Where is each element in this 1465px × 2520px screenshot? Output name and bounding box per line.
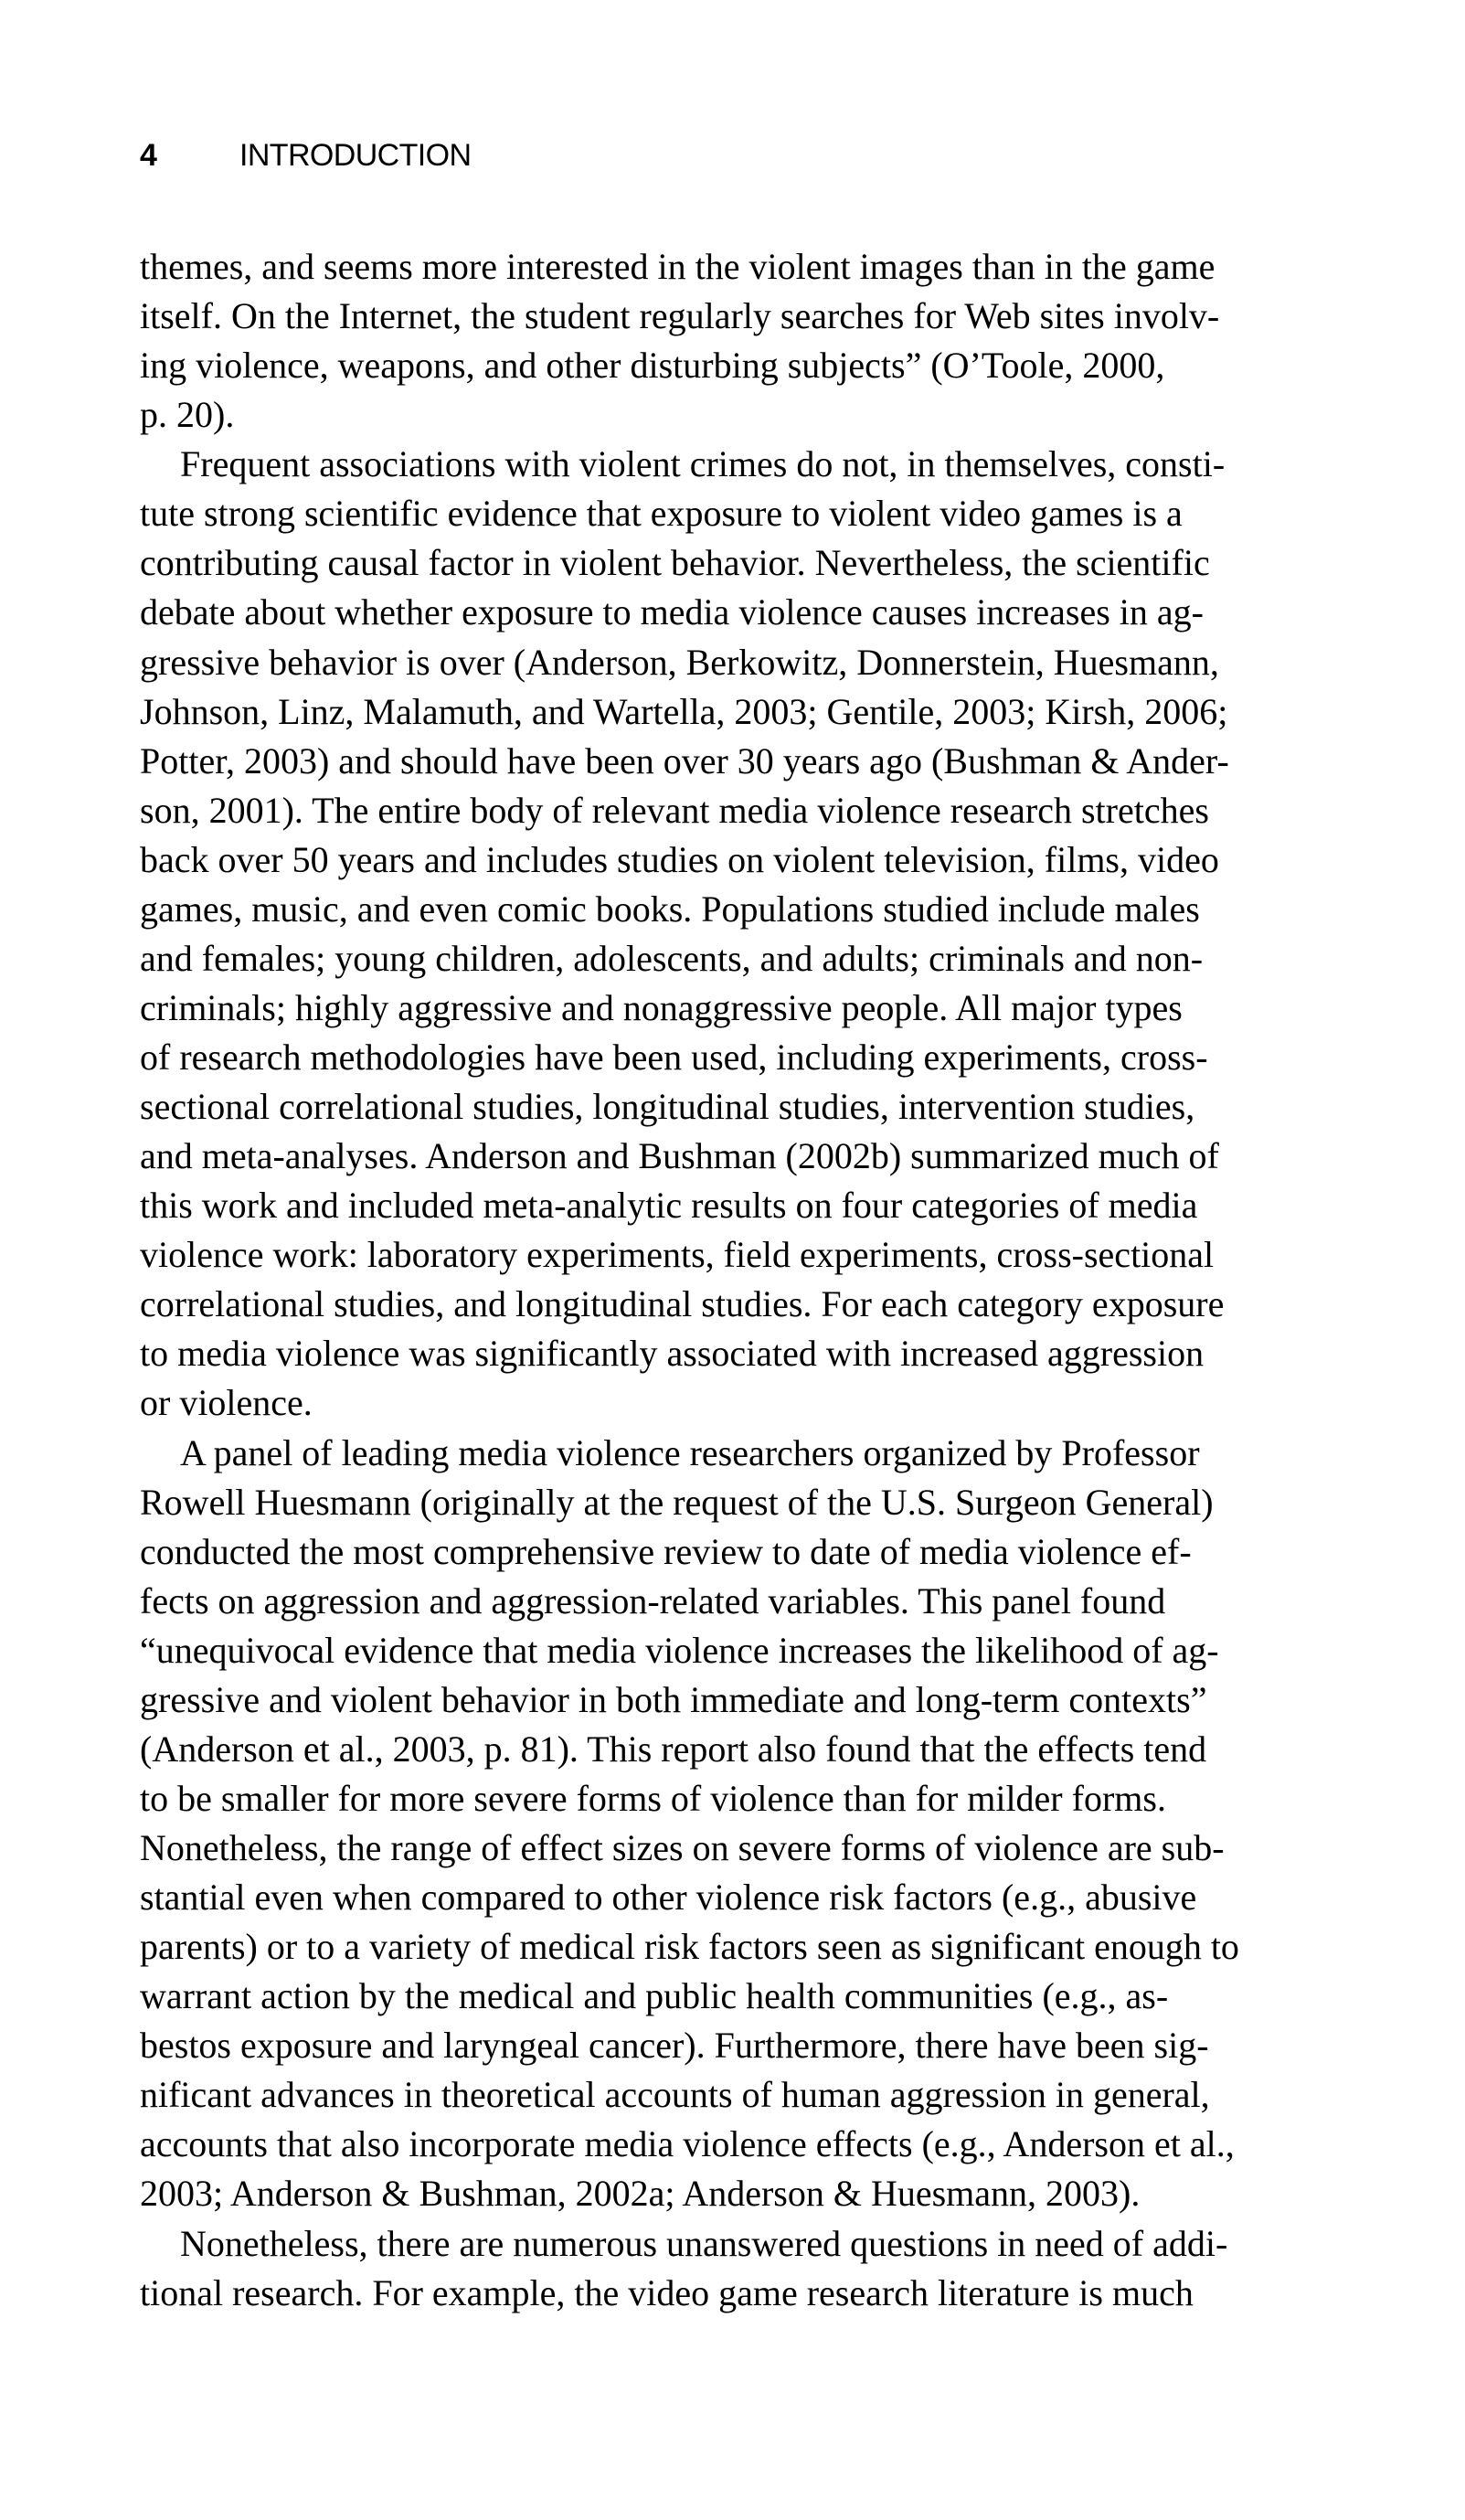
text-line: gressive and violent behavior in both immediate and long-term contexts” [140, 1678, 1207, 1720]
text-line: A panel of leading media violence researchers organized by Professor [180, 1431, 1200, 1473]
text-line: Johnson, Linz, Malamuth, and Wartella, 2003; Gentile, 2003; Kirsh, 2006; [140, 690, 1228, 732]
text-line: and meta-analyses. Anderson and Bushman (2002b) summarized much of [140, 1135, 1219, 1177]
text-line: tute strong scientific evidence that exposure to violent video games is a [140, 493, 1183, 535]
text-line: Nonetheless, the range of effect sizes on severe forms of violence are sub- [140, 1827, 1225, 1868]
text-line: warrant action by the medical and public health communities (e.g., as- [140, 1975, 1169, 2017]
text-line: p. 20). [140, 394, 235, 436]
text-line: or violence. [140, 1382, 313, 1424]
text-line: games, music, and even comic books. Populations studied include males [140, 888, 1200, 930]
text-line: correlational studies, and longitudinal studies. For each category exposure [140, 1283, 1225, 1325]
text-line: Potter, 2003) and should have been over 30 years ago (Bushman & Ander- [140, 739, 1229, 782]
body-text [140, 242, 1331, 2318]
text-line: debate about whether exposure to media violence causes increases in ag- [140, 591, 1204, 633]
text-line: accounts that also incorporate media violence effects (e.g., Anderson et al., [140, 2123, 1235, 2165]
text-line: gressive behavior is over (Anderson, Berkowitz, Donnerstein, Huesmann, [140, 641, 1219, 683]
text-line: back over 50 years and includes studies on violent television, films, video [140, 838, 1219, 880]
text-line: stantial even when compared to other violence risk factors (e.g., abusive [140, 1877, 1197, 1919]
paragraph [140, 242, 1331, 440]
paragraph [140, 440, 1331, 1428]
text-line: criminals; highly aggressive and nonaggressive people. All major types [140, 986, 1183, 1028]
text-line: and females; young children, adolescents, and adults; criminals and non- [140, 937, 1204, 979]
paragraph [140, 1429, 1331, 2219]
text-line: Nonetheless, there are numerous unanswered questions in need of addi- [180, 2222, 1228, 2264]
text-line: Frequent associations with violent crimes do not, in themselves, consti- [180, 443, 1226, 485]
text-line: (Anderson et al., 2003, p. 81). This report also found that the effects tend [140, 1728, 1207, 1770]
text-line: contributing causal factor in violent behavior. Nevertheless, the scientific [140, 542, 1210, 584]
text-line: 2003; Anderson & Bushman, 2002a; Anderson & Huesmann, 2003). [140, 2173, 1141, 2215]
text-line: itself. On the Internet, the student regularly searches for Web sites involv- [140, 295, 1220, 337]
text-line: themes, and seems more interested in the violent images than in the game [140, 246, 1216, 287]
text-line: tional research. For example, the video game research literature is much [140, 2271, 1194, 2313]
text-line: conducted the most comprehensive review to date of media violence ef- [140, 1530, 1192, 1572]
text-line: son, 2001). The entire body of relevant media violence research stretches [140, 789, 1209, 831]
text-line: sectional correlational studies, longitudinal studies, intervention studies, [140, 1086, 1195, 1128]
text-line: parents) or to a variety of medical risk factors seen as significant enough to [140, 1926, 1239, 1968]
text-line: to be smaller for more severe forms of violence than for milder forms. [140, 1777, 1166, 1819]
text-line: to media violence was significantly associated with increased aggression [140, 1333, 1205, 1375]
text-line: ing violence, weapons, and other disturbing subjects” (O’Toole, 2000, [140, 345, 1165, 387]
text-line: this work and included meta-analytic results on four categories of media [140, 1185, 1198, 1227]
text-line: Rowell Huesmann (originally at the request of the U.S. Surgeon General) [140, 1481, 1214, 1523]
page-number: 4 [140, 138, 157, 173]
text-line: nificant advances in theoretical accounts of human aggression in general, [140, 2074, 1210, 2116]
paragraph [140, 2219, 1331, 2318]
text-line: fects on aggression and aggression-related variables. This panel found [140, 1579, 1166, 1622]
text-line: “unequivocal evidence that media violence increases the likelihood of ag- [140, 1629, 1219, 1671]
section-title: INTRODUCTION [239, 138, 472, 173]
text-line: violence work: laboratory experiments, field experiments, cross-sectional [140, 1234, 1215, 1276]
text-line: bestos exposure and laryngeal cancer). Furthermore, there have been sig- [140, 2025, 1209, 2067]
text-line: of research methodologies have been used, including experiments, cross- [140, 1037, 1208, 1078]
